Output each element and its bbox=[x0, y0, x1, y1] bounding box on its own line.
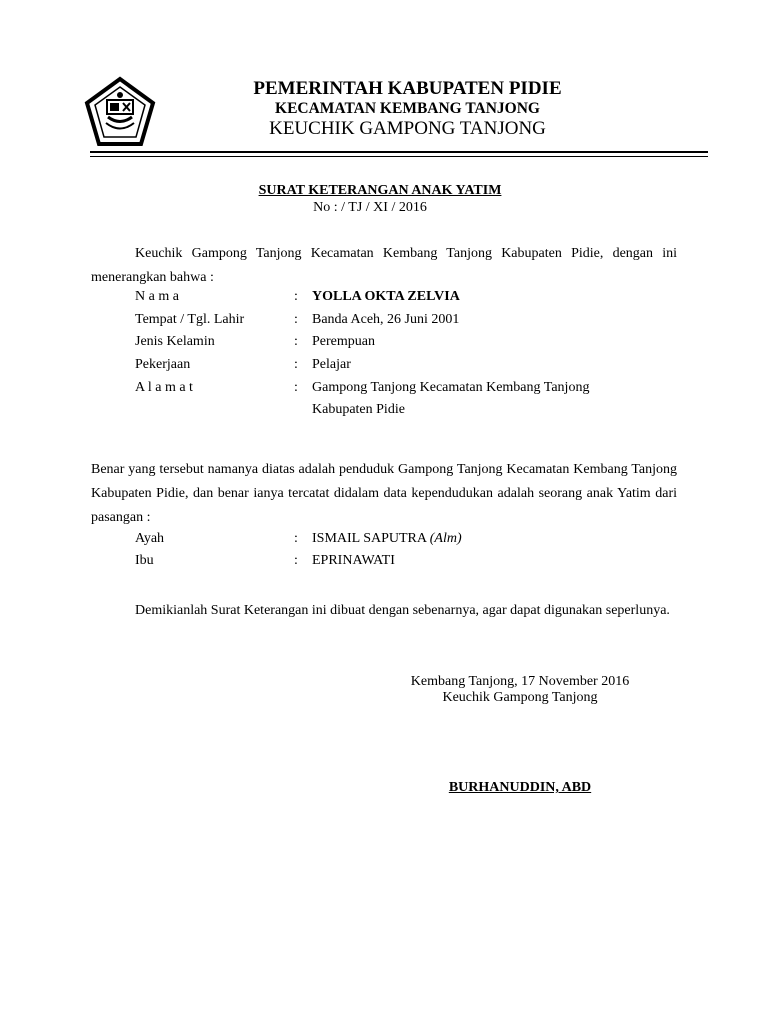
field-value: Gampong Tanjong Kecamatan Kembang Tanjong bbox=[312, 380, 590, 395]
header-district: KECAMATAN KEMBANG TANJONG bbox=[275, 100, 540, 117]
field-value: YOLLA OKTA ZELVIA bbox=[312, 289, 460, 304]
field-colon: : bbox=[294, 312, 298, 327]
signer-name: BURHANUDDIN, ABD bbox=[448, 780, 592, 795]
field-colon: : bbox=[294, 380, 298, 395]
signer-title: Keuchik Gampong Tanjong bbox=[442, 690, 598, 705]
parent-label: Ibu bbox=[135, 553, 154, 568]
parent-colon: : bbox=[294, 531, 298, 546]
pidie-regency-emblem-icon bbox=[84, 76, 156, 148]
parent-value bbox=[312, 531, 462, 547]
letter-number: No : / TJ / XI / 2016 bbox=[313, 200, 427, 215]
field-label: Pekerjaan bbox=[135, 357, 191, 372]
header-government: PEMERINTAH KABUPATEN PIDIE bbox=[253, 78, 562, 99]
header-divider-thick bbox=[90, 151, 708, 153]
field-colon: : bbox=[294, 357, 298, 372]
field-value: Banda Aceh, 26 Juni 2001 bbox=[312, 312, 460, 327]
field-row-address-line2 bbox=[0, 402, 768, 424]
field-label: N a m a bbox=[135, 289, 179, 304]
intro-paragraph: Keuchik Gampong Tanjong Kecamatan Kembang Tanjong Kabupaten Pidie, dengan ini menerangkan bahwa : bbox=[91, 246, 677, 285]
field-label: Jenis Kelamin bbox=[135, 334, 215, 349]
deceased-note: (Alm) bbox=[429, 531, 462, 546]
field-label: Tempat / Tgl. Lahir bbox=[135, 312, 245, 327]
field-colon: : bbox=[294, 334, 298, 349]
header-village-office: KEUCHIK GAMPONG TANJONG bbox=[269, 118, 546, 139]
field-row-occupation bbox=[0, 357, 768, 379]
field-row-gender bbox=[0, 334, 768, 356]
field-value: Perempuan bbox=[312, 334, 375, 349]
field-value: Kabupaten Pidie bbox=[312, 402, 405, 417]
parent-colon: : bbox=[294, 553, 298, 568]
letter-title: SURAT KETERANGAN ANAK YATIM bbox=[258, 183, 502, 198]
field-row-birth bbox=[0, 312, 768, 334]
field-colon: : bbox=[294, 289, 298, 304]
parent-value: EPRINAWATI bbox=[312, 553, 395, 568]
field-label: A l a m a t bbox=[135, 380, 193, 395]
header-divider-thin bbox=[90, 156, 708, 157]
closing-paragraph: Demikianlah Surat Keterangan ini dibuat dengan sebenarnya, agar dapat digunakan seperlunya. bbox=[135, 603, 670, 618]
field-row-address bbox=[0, 380, 768, 402]
parent-label: Ayah bbox=[135, 531, 165, 546]
field-value: Pelajar bbox=[312, 357, 351, 372]
field-row-name bbox=[0, 289, 768, 311]
parent-row-mother bbox=[0, 553, 768, 575]
father-name: ISMAIL SAPUTRA bbox=[312, 531, 427, 546]
parent-row-father bbox=[0, 531, 768, 553]
place-date: Kembang Tanjong, 17 November 2016 bbox=[410, 674, 630, 689]
body-paragraph: Benar yang tersebut namanya diatas adalah penduduk Gampong Tanjong Kecamatan Kembang Tanjong Kabupaten Pidie, dan benar ianya tercatat didalam data kependudukan adalah seorang anak Yatim dari pasangan : bbox=[91, 462, 677, 525]
